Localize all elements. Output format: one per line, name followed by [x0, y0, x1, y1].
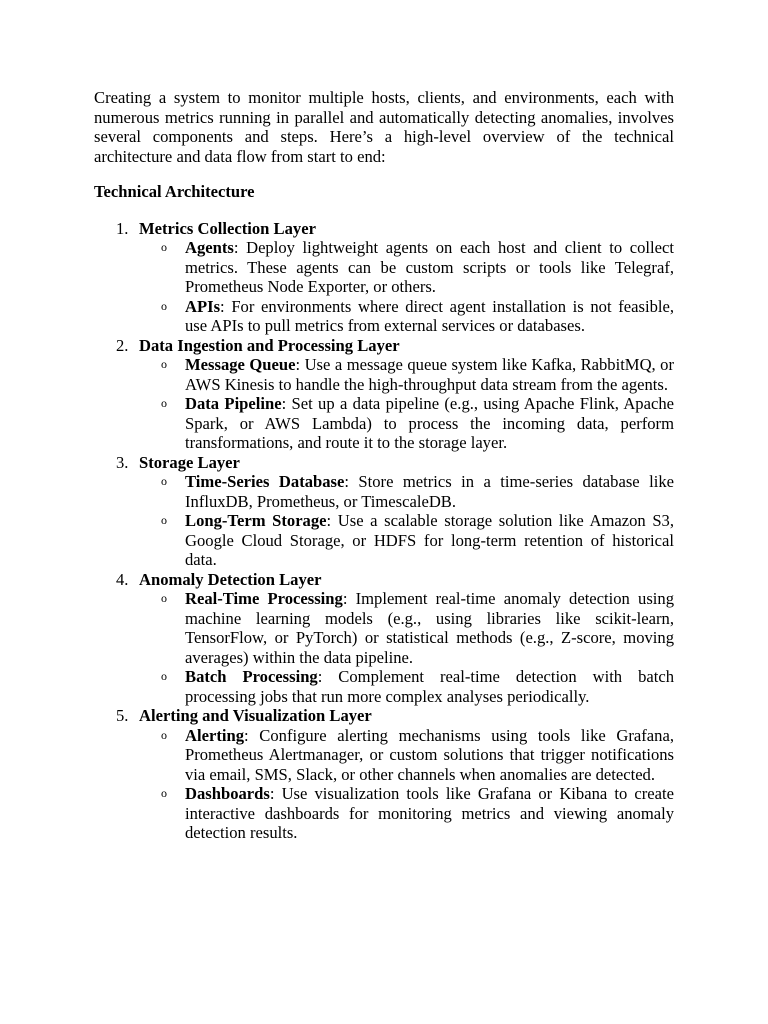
layer-item-list	[94, 726, 674, 843]
circle-bullet-icon: o	[161, 727, 167, 742]
layer-title-text: Alerting and Visualization Layer	[139, 706, 372, 725]
layer-section	[94, 706, 674, 843]
circle-bullet-icon: o	[161, 357, 167, 371]
section-heading: Technical Architecture	[94, 182, 255, 201]
list-item	[94, 784, 674, 843]
layer-title	[94, 570, 674, 590]
layer-title-text: Anomaly Detection Layer	[139, 569, 322, 589]
item-description: : Store metrics in a time-series database like InfluxDB, Prometheus, or TimescaleDB.	[185, 472, 674, 511]
layer-section	[94, 453, 674, 570]
item-term: Batch Processing	[185, 667, 318, 686]
layer-title-text: Metrics Collection Layer	[139, 218, 316, 238]
list-item	[94, 297, 674, 336]
item-description: : For environments where direct agent installation is not feasible, use APIs to pull metrics from external services or databases.	[185, 296, 674, 335]
list-item	[94, 589, 674, 667]
layer-title-text: Storage Layer	[139, 452, 240, 472]
list-number: 2.	[116, 335, 129, 355]
item-description: : Use a message queue system like Kafka, RabbitMQ, or AWS Kinesis to handle the high-throughput data stream from the agents.	[185, 355, 674, 394]
circle-bullet-icon: o	[161, 240, 167, 254]
item-description: : Use visualization tools like Grafana or Kibana to create interactive dashboards for monitoring metrics and viewing anomaly detection results.	[185, 784, 674, 842]
circle-bullet-icon: o	[161, 396, 167, 410]
circle-bullet-icon: o	[161, 669, 167, 683]
list-item	[94, 472, 674, 511]
layer-section	[94, 219, 674, 336]
item-term: Time-Series Database	[185, 472, 345, 491]
layer-title	[94, 453, 674, 473]
item-term: Real-Time Processing	[185, 589, 343, 608]
item-description: : Implement real-time anomaly detection using machine learning models (e.g., using libraries like scikit-learn, TensorFlow, or PyTorch) or statistical methods (e.g., Z-score, moving averages) within the data pipeline.	[185, 589, 674, 667]
circle-bullet-icon: o	[161, 298, 167, 313]
layer-title	[94, 219, 674, 239]
document-body	[94, 88, 674, 843]
item-term: Data Pipeline	[185, 394, 282, 413]
layer-item-list	[94, 238, 674, 336]
list-item	[94, 355, 674, 394]
item-term: Alerting	[185, 725, 244, 745]
layer-section	[94, 336, 674, 453]
layer-title	[94, 336, 674, 356]
list-item	[94, 238, 674, 297]
circle-bullet-icon: o	[161, 786, 167, 800]
item-description: : Configure alerting mechanisms using tools like Grafana, Prometheus Alertmanager, or custom solutions that trigger notifications via email, SMS, Slack, or other channels when anomalies are detected.	[185, 725, 674, 784]
item-description: : Use a scalable storage solution like Amazon S3, Google Cloud Storage, or HDFS for long-term retention of historical data.	[185, 511, 674, 569]
circle-bullet-icon: o	[161, 513, 167, 527]
circle-bullet-icon: o	[161, 591, 167, 605]
list-item	[94, 511, 674, 570]
item-term: Dashboards	[185, 784, 270, 803]
item-term: Message Queue	[185, 355, 296, 374]
list-number: 5.	[116, 706, 129, 725]
list-number: 1.	[116, 218, 129, 238]
list-number: 3.	[116, 452, 129, 472]
item-term: Long-Term Storage	[185, 511, 327, 530]
layer-section	[94, 570, 674, 707]
layer-item-list	[94, 355, 674, 453]
item-term: Agents	[185, 238, 234, 257]
list-item	[94, 726, 674, 785]
item-description: : Deploy lightweight agents on each host and client to collect metrics. These agents can be custom scripts or tools like Telegraf, Prometheus Node Exporter, or others.	[185, 238, 674, 296]
item-term: APIs	[185, 296, 221, 316]
layer-item-list	[94, 589, 674, 706]
layer-item-list	[94, 472, 674, 570]
architecture-layer-list	[94, 219, 674, 843]
list-number: 4.	[116, 569, 129, 589]
circle-bullet-icon: o	[161, 474, 167, 488]
intro-paragraph: Creating a system to monitor multiple hosts, clients, and environments, each with numerous metrics running in parallel and automatically detecting anomalies, involves several components and steps. Here’s a high-level overview of the technical architecture and data flow from start to end:	[94, 88, 674, 166]
layer-title-text: Data Ingestion and Processing Layer	[139, 335, 400, 355]
item-description: : Complement real-time detection with batch processing jobs that run more complex analyses periodically.	[185, 667, 674, 706]
layer-title	[94, 706, 674, 726]
item-description: : Set up a data pipeline (e.g., using Apache Flink, Apache Spark, or AWS Lambda) to process the incoming data, perform transformations, and route it to the storage layer.	[185, 394, 674, 452]
list-item	[94, 394, 674, 453]
list-item	[94, 667, 674, 706]
